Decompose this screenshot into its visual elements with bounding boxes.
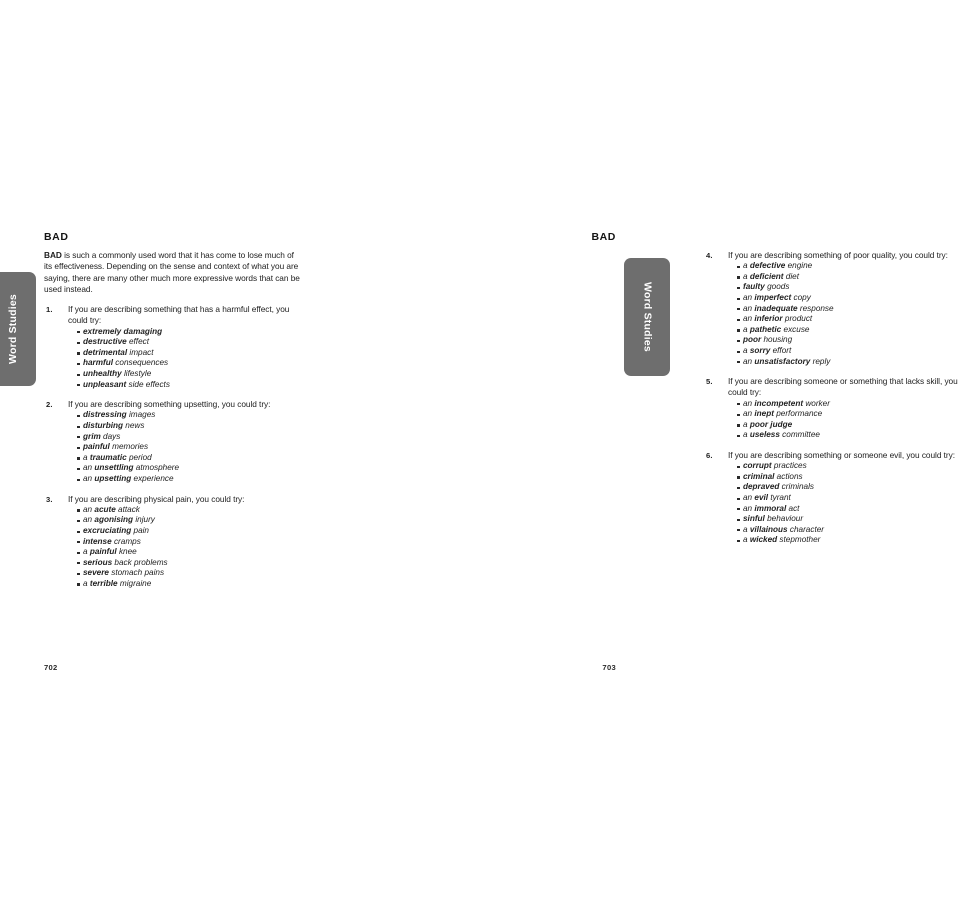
example-list	[68, 505, 302, 590]
example-item: a villainous character	[737, 525, 962, 536]
example-keyword: depraved	[743, 482, 780, 492]
example-item: harmful consequences	[77, 358, 302, 369]
example-keyword: villainous	[749, 524, 788, 534]
example-keyword: poor	[743, 335, 762, 345]
example-item: distressing images	[77, 410, 302, 421]
example-list	[728, 461, 962, 546]
example-keyword: criminal	[743, 471, 775, 481]
example-keyword: disturbing	[83, 420, 124, 430]
example-keyword: pathetic	[749, 324, 782, 334]
example-item: grim days	[77, 432, 302, 443]
sense-number: 4.	[706, 251, 713, 260]
example-item: an unsatisfactory reply	[737, 357, 962, 368]
example-item: a pathetic excuse	[737, 325, 962, 336]
example-item: destructive effect	[77, 337, 302, 348]
sense-list-left	[44, 304, 302, 589]
example-item: an acute attack	[77, 505, 302, 516]
thumb-tab-right[interactable]	[624, 258, 670, 376]
example-keyword: incompetent	[754, 398, 804, 408]
sense-block	[44, 494, 302, 590]
example-keyword: unpleasant	[83, 379, 127, 389]
example-item: an immoral act	[737, 504, 962, 515]
example-keyword: unsettling	[94, 463, 134, 473]
example-item: a useless committee	[737, 430, 962, 441]
example-keyword: destructive	[83, 337, 127, 347]
example-keyword: immoral	[754, 503, 787, 513]
intro-paragraph	[44, 250, 302, 295]
example-keyword: grim	[83, 431, 101, 441]
example-keyword: unsatisfactory	[754, 356, 811, 366]
example-item: painful memories	[77, 442, 302, 453]
example-keyword: faulty	[743, 282, 765, 292]
sense-block	[704, 450, 962, 546]
sense-lead-text: If you are describing physical pain, you could try:	[68, 493, 245, 504]
example-keyword: sorry	[749, 345, 771, 355]
sense-number: 2.	[46, 400, 53, 410]
example-keyword: upsetting	[94, 473, 132, 483]
sense-number: 1.	[46, 305, 53, 315]
example-item: severe stomach pains	[77, 568, 302, 579]
example-item: a defective engine	[737, 261, 962, 272]
example-keyword: painful	[89, 547, 117, 557]
example-keyword: poor judge	[749, 419, 793, 429]
example-list	[68, 410, 302, 484]
example-list	[728, 261, 962, 367]
example-item: an inept performance	[737, 409, 962, 420]
example-item: an unsettling atmosphere	[77, 463, 302, 474]
sense-block	[704, 376, 962, 441]
sense-block	[44, 304, 302, 390]
example-keyword: extremely damaging	[83, 326, 163, 336]
example-item: an upsetting experience	[77, 474, 302, 485]
example-item: unhealthy lifestyle	[77, 369, 302, 380]
example-item	[77, 327, 302, 338]
example-keyword: traumatic	[89, 452, 127, 462]
example-item: a poor judge	[737, 420, 962, 431]
example-item: criminal actions	[737, 472, 962, 483]
example-keyword: distressing	[83, 410, 127, 420]
example-keyword: inferior	[754, 314, 783, 324]
running-head-right: BAD	[591, 231, 616, 243]
example-keyword: evil	[754, 492, 769, 502]
example-list	[68, 327, 302, 391]
folio-right: 703	[602, 663, 616, 672]
example-item: an evil tyrant	[737, 493, 962, 504]
folio-left: 702	[44, 663, 58, 672]
example-keyword: imperfect	[754, 292, 792, 302]
sense-block	[44, 399, 302, 484]
example-item: disturbing news	[77, 421, 302, 432]
thumb-tab-left-label: Word Studies	[6, 294, 19, 364]
example-item: serious back problems	[77, 558, 302, 569]
example-item: unpleasant side effects	[77, 380, 302, 391]
example-item: an imperfect copy	[737, 293, 962, 304]
sense-lead-text: If you are describing something that has a harmful effect, you could try:	[68, 304, 290, 326]
example-list	[728, 399, 962, 441]
example-item: a sorry effort	[737, 346, 962, 357]
example-keyword: defective	[749, 261, 786, 271]
example-item: a deficient diet	[737, 272, 962, 283]
example-item: a wicked stepmother	[737, 535, 962, 546]
sense-lead-text: If you are describing something of poor quality, you could try:	[728, 250, 948, 260]
example-keyword: wicked	[749, 535, 778, 545]
page-left	[0, 0, 330, 900]
running-head-left: BAD	[44, 231, 69, 243]
example-keyword: excruciating	[83, 525, 132, 535]
sense-number: 6.	[706, 450, 713, 460]
example-keyword: detrimental	[83, 347, 128, 357]
example-item: an inferior product	[737, 314, 962, 325]
example-item: excruciating pain	[77, 526, 302, 537]
example-keyword: unhealthy	[83, 368, 122, 378]
sense-lead-text: If you are describing something or someone evil, you could try:	[728, 449, 955, 460]
example-keyword: painful	[83, 442, 110, 452]
example-item: sinful behaviour	[737, 514, 962, 525]
example-item: an agonising injury	[77, 515, 302, 526]
sense-lead-text: If you are describing something upsetting, you could try:	[68, 399, 271, 410]
column-left	[44, 250, 302, 589]
example-keyword: deficient	[749, 271, 784, 281]
sense-lead-text: If you are describing someone or something that lacks skill, you could try:	[728, 376, 958, 398]
example-keyword: severe	[83, 568, 109, 578]
sense-number: 5.	[706, 377, 713, 387]
example-item: faulty goods	[737, 282, 962, 293]
example-item: detrimental impact	[77, 348, 302, 359]
example-item: a traumatic period	[77, 453, 302, 464]
example-item: an inadequate response	[737, 304, 962, 315]
sense-list-right	[704, 250, 962, 546]
page-right	[330, 0, 958, 900]
example-keyword: intense	[83, 536, 112, 546]
example-keyword: corrupt	[743, 461, 772, 471]
example-keyword: useless	[749, 430, 780, 440]
example-item: corrupt practices	[737, 461, 962, 472]
example-keyword: inept	[754, 409, 774, 419]
thumb-tab-right-label: Word Studies	[641, 282, 654, 352]
sense-number: 3.	[46, 494, 53, 504]
example-item: intense cramps	[77, 537, 302, 548]
sense-block	[704, 250, 962, 367]
intro-text: is such a commonly used word that it has come to lose much of its effectiveness. Depending on the sense and context of what you are saying, there are many other much more expressive words that can be used instead.	[44, 250, 300, 294]
column-right	[704, 250, 962, 546]
intro-headword: BAD	[44, 250, 62, 260]
example-keyword: acute	[94, 504, 116, 514]
example-item: poor housing	[737, 335, 962, 346]
example-keyword: serious	[83, 557, 113, 567]
example-keyword: agonising	[94, 515, 134, 525]
example-item: a terrible migraine	[77, 579, 302, 590]
example-keyword: terrible	[89, 578, 118, 588]
example-item: an incompetent worker	[737, 399, 962, 410]
example-item: depraved criminals	[737, 482, 962, 493]
thumb-tab-left[interactable]	[0, 272, 36, 386]
example-keyword: inadequate	[754, 303, 798, 313]
example-keyword: harmful	[83, 358, 114, 368]
example-item: a painful knee	[77, 547, 302, 558]
example-keyword: sinful	[743, 514, 765, 524]
